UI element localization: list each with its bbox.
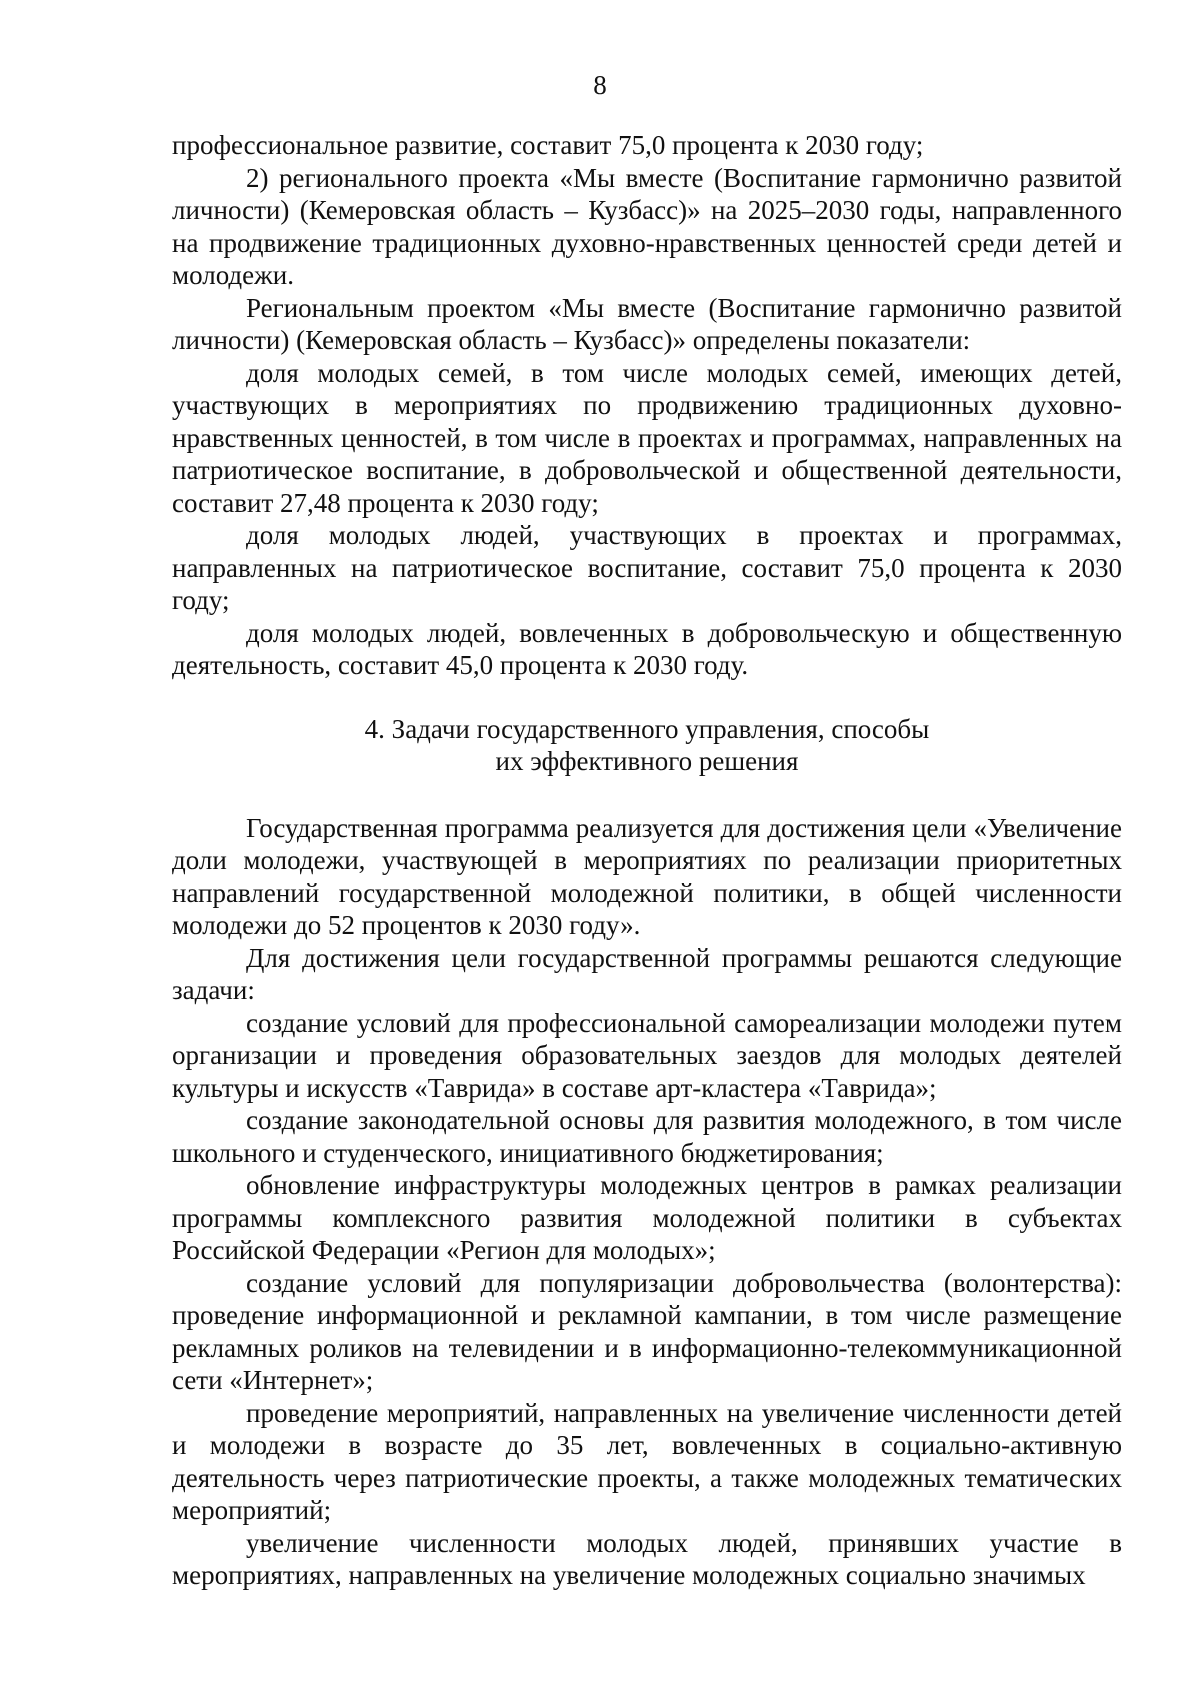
paragraph-tasks-intro: Для достижения цели государственной программы решаются следующие задачи: — [172, 942, 1122, 1005]
paragraph-task-infrastructure: обновление инфраструктуры молодежных центров в рамках реализации программы комплексного развития молодежной политики в субъектах Российской Федерации «Регион для молодых»; — [172, 1170, 1122, 1265]
paragraph-program-goal: Государственная программа реализуется для достижения цели «Увеличение доли молодежи, участвующей в мероприятиях по реализации приоритетных направлений государственной молодежной политики, в общей численности молодежи до 52 процентов к 2030 году». — [172, 812, 1122, 940]
paragraph-indicator-volunteer: доля молодых людей, вовлеченных в добровольческую и общественную деятельность, составит 45,0 процента к 2030 году. — [172, 617, 1122, 680]
paragraph-indicator-patriotic: доля молодых людей, участвующих в проектах и программах, направленных на патриотическое воспитание, составит 75,0 процента к 2030 году; — [172, 520, 1122, 615]
paragraph-continuation: профессиональное развитие, составит 75,0 процента к 2030 году; — [172, 130, 924, 160]
paragraph-indicators-intro: Региональным проектом «Мы вместе (Воспитание гармонично развитой личности) (Кемеровская область – Кузбасс)» определены показатели: — [172, 292, 1122, 355]
paragraph-task-patriotic-events: проведение мероприятий, направленных на увеличение численности детей и молодежи в возрасте до 35 лет, вовлеченных в социально-активную деятельность через патриотические проекты, а также молодежных тематических мероприятий; — [172, 1397, 1122, 1525]
paragraph-task-tavrida: создание условий для профессиональной самореализации молодежи путем организации и проведения образовательных заездов для молодых деятелей культуры и искусств «Таврида» в составе арт-кластера «Таврида»; — [172, 1007, 1122, 1103]
paragraph-task-participants: увеличение численности молодых людей, принявших участие в мероприятиях, направленных на увеличение молодежных социально значимых — [172, 1527, 1122, 1590]
section-heading — [172, 713, 1122, 778]
paragraph-regional-project: 2) регионального проекта «Мы вместе (Воспитание гармонично развитой личности) (Кемеровская область – Кузбасс)» на 2025–2030 годы, направленного на продвижение традиционных духовно-нравственных ценностей среди детей и молодежи. — [172, 162, 1122, 290]
section-heading-line-2: их эффективного решения — [495, 746, 799, 776]
paragraph-task-volunteering: создание условий для популяризации добровольчества (волонтерства): проведение информационной и рекламной кампании, в том числе размещение рекламных роликов на телевидении и в информационно-телекоммуникационной сети «Интернет»; — [172, 1267, 1122, 1395]
paragraph-task-budgeting: создание законодательной основы для развития молодежного, в том числе школьного и студенческого, инициативного бюджетирования; — [172, 1105, 1122, 1168]
page-number: 8 — [593, 70, 607, 100]
paragraph-indicator-young-families: доля молодых семей, в том числе молодых семей, имеющих детей, участвующих в мероприятиях по продвижению традиционных духовно-нравственных ценностей, в том числе в проектах и программах, направленных на патриотическое воспитание, в добровольческой и общественной деятельности, составит 27,48 процента к 2030 году; — [172, 357, 1122, 518]
section-heading-line-1: 4. Задачи государственного управления, способы — [364, 713, 930, 744]
document-body — [172, 129, 1122, 1592]
